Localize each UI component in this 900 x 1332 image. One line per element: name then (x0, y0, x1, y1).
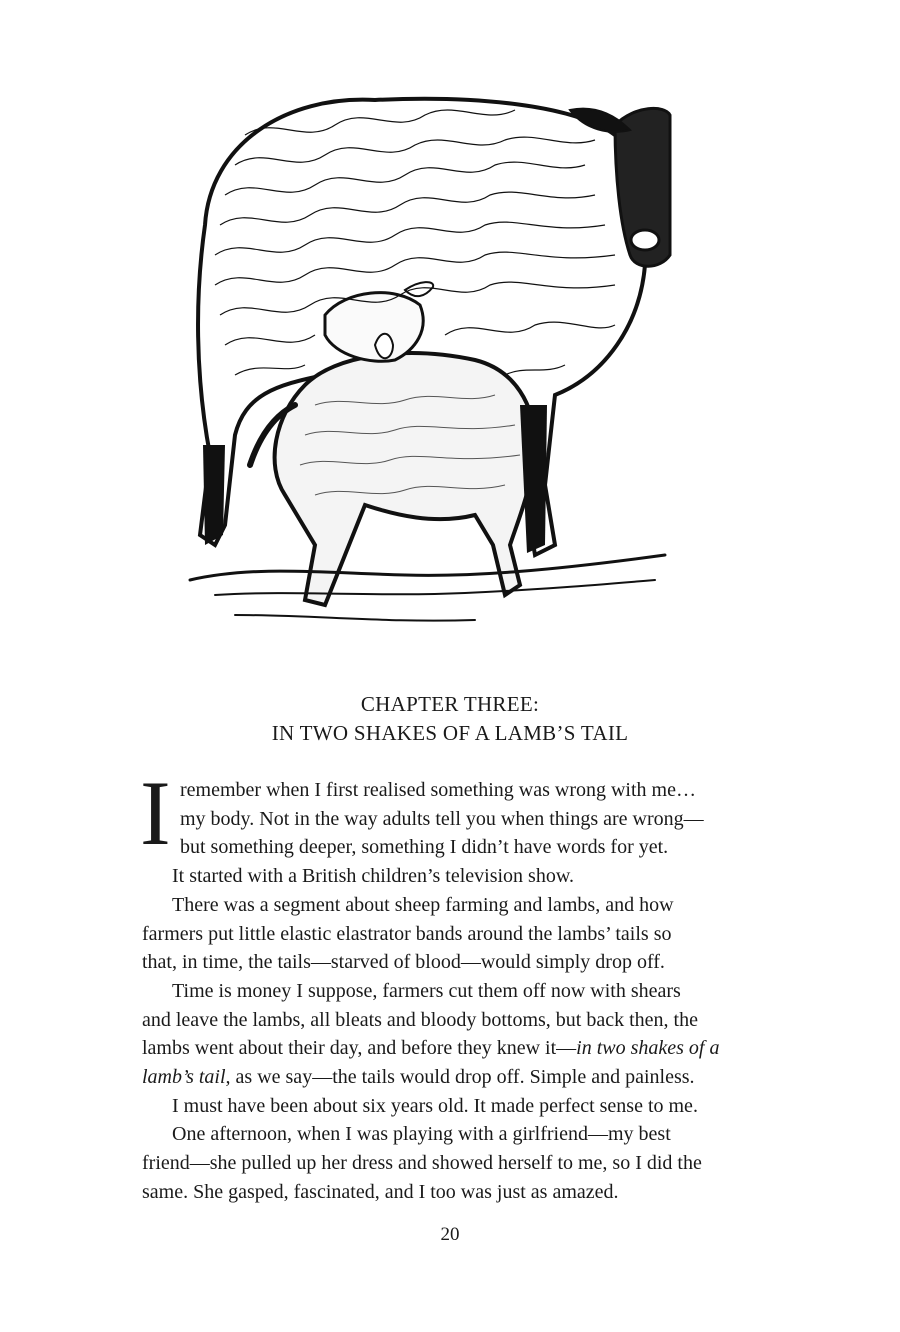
text-line (142, 1034, 760, 1063)
chapter-number: CHAPTER THREE: (360, 692, 540, 716)
chapter-body (140, 762, 760, 1207)
paragraph: I must have been about six years old. It made perfect sense to me. (172, 1094, 698, 1117)
paragraph: It started with a British children’s television show. (172, 865, 574, 888)
text-line: same. She gasped, fascinated, and I too was just as amazed. (142, 1180, 619, 1203)
text-run: as we say—the tails would drop off. Simple and painless. (230, 1066, 695, 1089)
text-line: but something deeper, something I didn’t have words for yet. (180, 836, 669, 859)
italic-phrase: in two shakes of a (576, 1037, 720, 1060)
opening-paragraph (140, 762, 760, 864)
text-line: remember when I first realised something was wrong with me… (180, 779, 696, 801)
text-line (142, 1063, 760, 1092)
text-line: There was a segment about sheep farming and lambs, and how (172, 893, 674, 916)
paragraph (142, 891, 760, 977)
text-line: Time is money I suppose, farmers cut them off now with shears (172, 979, 681, 1002)
sheep-and-lamb-illustration (175, 75, 675, 655)
text-line: One afternoon, when I was playing with a girlfriend—my best (172, 1123, 671, 1146)
text-line: that, in time, the tails—starved of blood—would simply drop off. (142, 951, 665, 974)
italic-phrase: lamb’s tail, (142, 1066, 231, 1089)
text-line: and leave the lambs, all bleats and bloody bottoms, but back then, the (142, 1008, 698, 1031)
paragraph (142, 1120, 760, 1206)
text-run: lambs went about their day, and before they knew it— (142, 1037, 577, 1060)
paragraph (142, 977, 760, 1092)
page-number: 20 (440, 1224, 460, 1245)
text-line: my body. Not in the way adults tell you when things are wrong— (180, 807, 704, 830)
chapter-title: IN TWO SHAKES OF A LAMB’S TAIL (271, 721, 629, 745)
chapter-heading (0, 690, 900, 748)
text-line: farmers put little elastic elastrator bands around the lambs’ tails so (142, 922, 672, 945)
drop-cap: I (140, 762, 171, 864)
text-line: friend—she pulled up her dress and showed herself to me, so I did the (142, 1152, 702, 1175)
